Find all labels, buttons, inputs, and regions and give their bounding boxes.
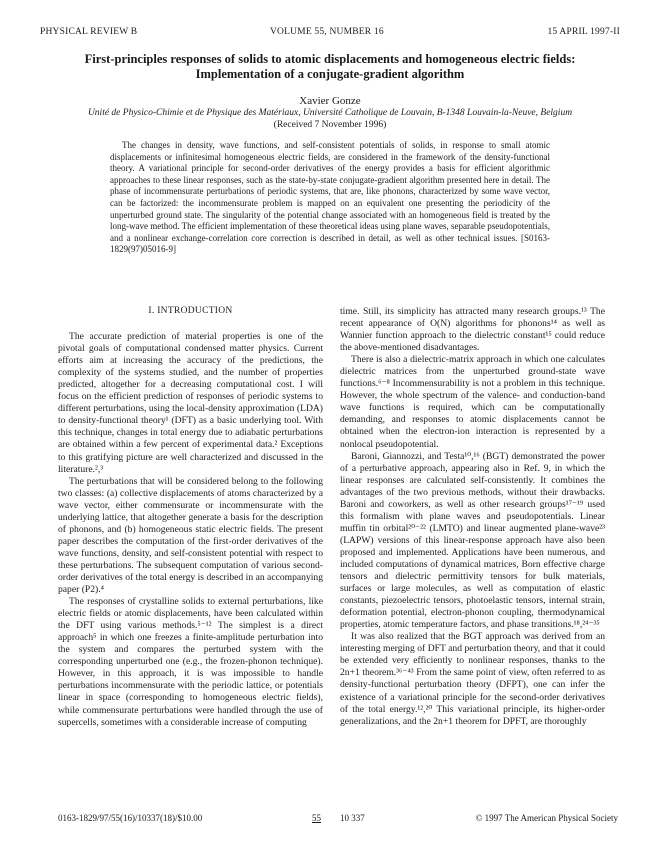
footer-issue: 55 <box>312 813 321 823</box>
footer-copyright: © 1997 The American Physical Society <box>475 813 618 823</box>
section-heading: I. INTRODUCTION <box>148 306 233 316</box>
footer-page-number: 10 337 <box>340 813 365 823</box>
title-line-2: Implementation of a conjugate-gradient algorithm <box>195 67 465 81</box>
received-date: (Received 7 November 1996) <box>273 120 387 130</box>
footer-code: 0163-1829/97/55(16)/10337(18)/$10.00 <box>58 813 203 823</box>
paragraph: It was also realized that the BGT approach was derived from an interesting merging of DFT and perturbation theory, and that it could be extended very efficiently to nonlinear responses, thanks to the 2n+1 theorem.³⁶⁻⁴³ From the same point of view, often referred to as density-functional perturbation theory (DFPT), one can infer the existence of a variational principle for the second-order derivatives of the total energy.¹²,²⁰ This variational principle, its higher-order generalizations, and the 2n+1 theorem for DPFT, are thoroughly <box>340 631 605 727</box>
volume-number: VOLUME 55, NUMBER 16 <box>270 27 384 37</box>
paragraph: The perturbations that will be considered belong to the following two classes: (a) collective displacements of atoms characterized by a wave vector, either commensurate or incommensurate with the underlying lattice, that altogether generate a basis for the description of phonons, and (b) homogeneous static electric fields. The present paper describes the computation of the first-order derivatives of the wave functions, density, and self-consistent potential with respect to these perturbations. The subsequent computation of various second-order derivatives of the total energy is described in an accompanying paper (P2).⁴ <box>58 475 323 596</box>
affiliation: Unité de Physico-Chimie et de Physique des Matériaux, Université Catholique de Louvain, B-1348 Louvain-la-Neuve, Belgium <box>87 108 573 118</box>
journal-name: PHYSICAL REVIEW B <box>40 27 138 37</box>
left-column <box>58 305 323 729</box>
right-column <box>340 306 605 728</box>
abstract: The changes in density, wave functions, and self-consistent potentials of solids, in response to small atomic displacements or infinitesimal homogeneous electric fields, are considered in the framework of the density-functional theory. A variational principle for second-order derivatives of the energy provides a basis for efficient algorithmic approaches to these linear responses, such as the state-by-state conjugate-gradient algorithm presented here in detail. The phase of incommensurate perturbations of periodic systems, that are, like phonons, characterized by some wave vector, can be factorized: the incommensurate problem is mapped on an equivalent one presenting the periodicity of the unperturbed ground state. The singularity of the potential change associated with an homogeneous field is treated by the long-wave method. The efficient implementation of these theoretical ideas using plane waves, separable pseudopotentials, and a nonlinear exchange-correlation core correction is described in detail, as well as other technical issues. [S0163-1829(97)05016-9] <box>110 140 550 255</box>
paragraph: Baroni, Giannozzi, and Testa¹⁰,¹⁶ (BGT) demonstrated the power of a perturbative approach, appearing also in Ref. 9, in which the linear responses are calculated self-consistently. It combines the advantages of the two previous methods, without their drawbacks. Baroni and coworkers, as well as other research groups¹⁷⁻¹⁹ used this formalism with plane waves and pseudopotentials. Linear muffin tin orbital²⁰⁻²² (LMTO) and linear augmented plane-wave²³ (LAPW) versions of this linear-response approach have also been proposed and implemented. Applications have been numerous, and included computations of dynamical matrices, Born effective charge tensors and dielectric permittivity tensors for bulk materials, surfaces or large molecules, as well as computation of elastic constants, piezoelectric tensors, photoelastic tensors, internal strain, deformation potential, electron-phonon coupling, thermodynamical properties, atomic temperature factors, and phase transitions.¹⁸,²⁴⁻³⁵ <box>340 450 605 631</box>
paragraph: The accurate prediction of material properties is one of the pivotal goals of computational condensed matter physics. Current efforts aim at increasing the accuracy of the predictions, the complexity of the systems studied, and the number of properties predicted, altogether for a decreasing computational cost. I will focus on the efficient prediction of responses of periodic systems to different perturbations, using the local-density approximation (LDA) to density-functional theory¹ (DFT) as a basic underlying tool. With this technique, changes in total energy due to adiabatic perturbations are obtained within a few percent of experimental data.² Exceptions to this gratifying picture are well characterized and discussed in the literature.²,³ <box>58 331 323 475</box>
paragraph: The responses of crystalline solids to external perturbations, like electric fields or atomic displacements, have been calculated within the DFT using various methods.⁵⁻¹² The simplest is a direct approach⁵ in which one freezes a finite-amplitude perturbation into the system and compares the perturbed system with the corresponding unperturbed one (e.g., the frozen-phonon technique). However, in this approach, it is was impossible to handle perturbations incommensurate with the periodic lattice, or potentials linear in space (corresponding to homogeneous electric fields), while commensurate perturbations were handled through the use of supercells, sometimes with a considerable increase of computing <box>58 596 323 728</box>
paragraph: time. Still, its simplicity has attracted many research groups.¹³ The recent appearance of O(N) algorithms for phonons¹⁴ as well as Wannier function approach to the dielectric constant¹⁵ could reduce the above-mentioned disadvantages. <box>340 306 605 354</box>
paragraph: There is also a dielectric-matrix approach in which one calculates dielectric matrices from the unperturbed ground-state wave functions.⁶⁻⁸ Incommensurability is not a problem in this technique. However, the whole spectrum of the valence- and conduction-band wave functions is required, which can be computationally demanding, and responses to atomic displacements cannot be obtained when the electron-ion interaction is represented by a nonlocal pseudopotential. <box>340 354 605 450</box>
author: Xavier Gonze <box>299 95 361 107</box>
title-line-1: First-principles responses of solids to atomic displacements and homogeneous electric fields: <box>84 52 576 66</box>
issue-date: 15 APRIL 1997-II <box>547 27 620 37</box>
paper-title <box>40 52 620 82</box>
